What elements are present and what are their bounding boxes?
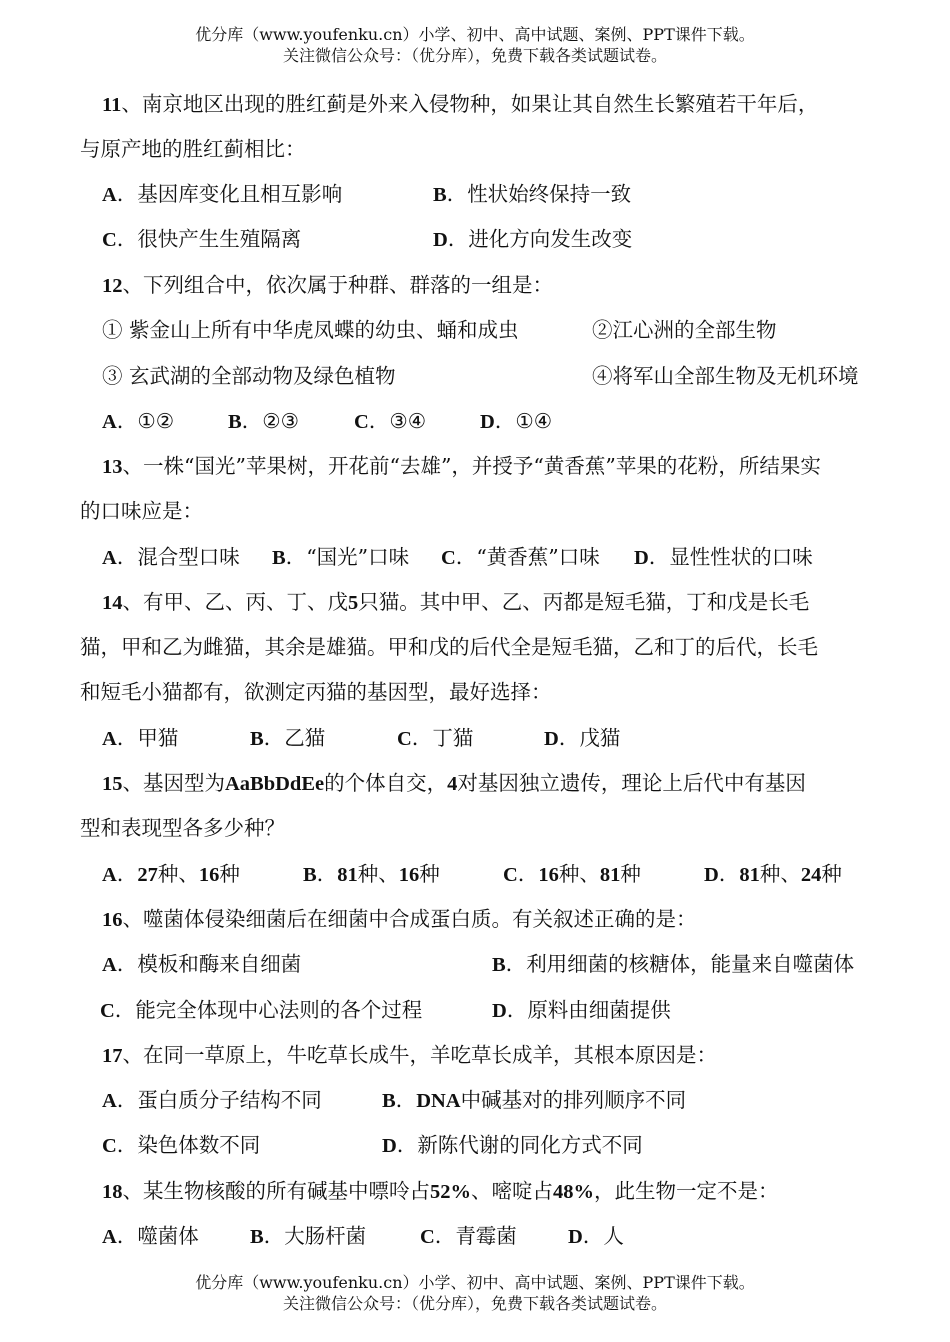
question-number: 11 [102, 94, 122, 116]
option-a[interactable]: A．①② [102, 409, 175, 433]
question-stem: 15、基因型为AaBbDdEe的个体自交，4对基因独立遗传，理论上后代中有基因 [102, 771, 806, 795]
footer-line-2: 关注微信公众号：（优分库），免费下载各类试题试卷。 [282, 1294, 667, 1313]
question-stem: 16、噬菌体侵染细菌后在细菌中合成蛋白质。有关叙述正确的是： [102, 907, 697, 931]
option-d[interactable]: D．新陈代谢的同化方式不同 [382, 1133, 643, 1157]
option-d[interactable]: D．人 [568, 1224, 624, 1248]
option-d[interactable]: D．戊猫 [544, 726, 621, 750]
option-c[interactable]: C．16种、81种 [503, 862, 641, 886]
option-d[interactable]: D．进化方向发生改变 [433, 227, 633, 251]
option-a[interactable]: A．噬菌体 [102, 1224, 199, 1248]
option-a[interactable]: A．甲猫 [102, 726, 179, 750]
question-number: 12 [102, 275, 123, 297]
question-number: 13 [102, 456, 123, 478]
question-stem: 13、一株“国光”苹果树，开花前“去雄”，并授予“黄香蕉”苹果的花粉，所结果实 [102, 454, 821, 478]
option-b[interactable]: B．DNA中碱基对的排列顺序不同 [382, 1088, 687, 1112]
question-stem-cont: 猫，甲和乙为雌猫，其余是雄猫。甲和戊的后代全是短毛猫，乙和丁的后代，长毛 [80, 635, 818, 659]
statement-1: ① 紫金山上所有中华虎凤蝶的幼虫、蛹和成虫 [102, 318, 519, 342]
option-c[interactable]: C．丁猫 [397, 726, 474, 750]
question-number: 15 [102, 773, 123, 795]
option-c[interactable]: C．③④ [354, 409, 427, 433]
option-c[interactable]: C．能完全体现中心法则的各个过程 [100, 998, 423, 1022]
option-b[interactable]: B．②③ [228, 409, 299, 433]
option-c[interactable]: C．青霉菌 [420, 1224, 517, 1248]
question-stem-cont: 的口味应是： [80, 499, 203, 523]
question-stem: 18、某生物核酸的所有碱基中嘌呤占52%、嘧啶占48%，此生物一定不是： [102, 1179, 779, 1203]
option-d[interactable]: D．显性性状的口味 [634, 545, 813, 569]
option-b[interactable]: B．性状始终保持一致 [433, 182, 632, 206]
option-a[interactable]: A．模板和酶来自细菌 [102, 952, 302, 976]
option-b[interactable]: B．利用细菌的核糖体，能量来自噬菌体 [492, 952, 855, 976]
option-b[interactable]: B．81种、16种 [303, 862, 440, 886]
footer-line-1: 优分库（www.youfenku.cn）小学、初中、高中试题、案例、PPT课件下载。 [195, 1273, 755, 1292]
option-a[interactable]: A．蛋白质分子结构不同 [102, 1088, 322, 1112]
question-stem: 11、南京地区出现的胜红蓟是外来入侵物种，如果让其自然生长繁殖若干年后， [102, 92, 819, 116]
question-number: 17 [102, 1045, 123, 1067]
question-stem-cont: 型和表现型各多少种？ [80, 816, 285, 840]
statement-4: ④将军山全部生物及无机环境 [592, 364, 859, 388]
option-b[interactable]: B．大肠杆菌 [250, 1224, 367, 1248]
question-number: 16 [102, 909, 123, 931]
option-b[interactable]: B．乙猫 [250, 726, 326, 750]
option-d[interactable]: D．①④ [480, 409, 553, 433]
question-stem-cont: 与原产地的胜红蓟相比： [80, 137, 306, 161]
question-number: 18 [102, 1181, 123, 1203]
option-b[interactable]: B．“国光”口味 [272, 545, 410, 569]
question-stem: 17、在同一草原上，牛吃草长成牛，羊吃草长成羊，其根本原因是： [102, 1043, 717, 1067]
option-a[interactable]: A．混合型口味 [102, 545, 240, 569]
statement-2: ②江心洲的全部生物 [592, 318, 777, 342]
option-c[interactable]: C．染色体数不同 [102, 1133, 261, 1157]
header-line-2: 关注微信公众号：（优分库），免费下载各类试题试卷。 [282, 46, 667, 65]
question-stem-cont: 和短毛小猫都有，欲测定丙猫的基因型，最好选择： [80, 680, 552, 704]
question-number: 14 [102, 592, 123, 614]
option-c[interactable]: C．“黄香蕉”口味 [441, 545, 600, 569]
question-stem: 14、有甲、乙、丙、丁、戊5只猫。其中甲、乙、丙都是短毛猫，丁和戊是长毛 [102, 590, 810, 614]
header-line-1: 优分库（www.youfenku.cn）小学、初中、高中试题、案例、PPT课件下载。 [195, 25, 755, 44]
option-c[interactable]: C．很快产生生殖隔离 [102, 227, 302, 251]
option-d[interactable]: D．81种、24种 [704, 862, 842, 886]
option-a[interactable]: A．基因库变化且相互影响 [102, 182, 343, 206]
question-stem: 12、下列组合中，依次属于种群、群落的一组是： [102, 273, 553, 297]
option-a[interactable]: A．27种、16种 [102, 862, 240, 886]
option-d[interactable]: D．原料由细菌提供 [492, 998, 671, 1022]
statement-3: ③ 玄武湖的全部动物及绿色植物 [102, 364, 396, 388]
